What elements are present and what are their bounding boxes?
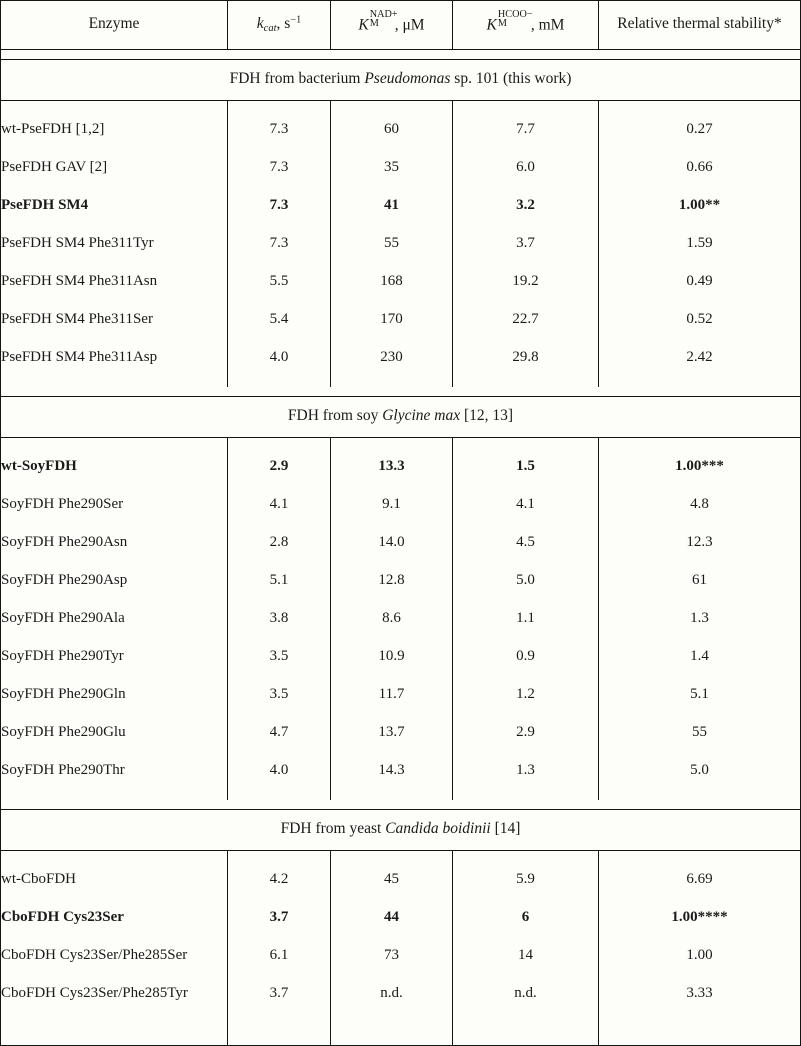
column-header-enzyme-label: Enzyme (88, 15, 140, 33)
cell-enzyme: SoyFDH Phe290Gln (1, 676, 228, 714)
table-header-row (1, 1, 801, 50)
cell-km-nad: 168 (331, 263, 453, 301)
cell-km-hcoo: 7.7 (453, 111, 599, 149)
cell-kcat: 7.3 (228, 187, 331, 225)
cell-km-nad: 73 (331, 937, 453, 975)
cell-kcat: 3.7 (228, 975, 331, 1013)
cell-kcat: 3.5 (228, 676, 331, 714)
column-header-stability (599, 1, 801, 50)
section-title-prefix: FDH from yeast (280, 820, 386, 837)
cell-km-nad: 14.0 (331, 524, 453, 562)
cell-kcat: 2.8 (228, 524, 331, 562)
km-hcoo-subscript: M (497, 17, 507, 29)
cell-km-nad: 230 (331, 339, 453, 377)
cell-enzyme: CboFDH Cys23Ser/Phe285Tyr (1, 975, 228, 1013)
cell-km-hcoo: n.d. (453, 975, 599, 1013)
section-bottom-pad-2 (1, 790, 801, 800)
column-header-km-hcoo (453, 1, 599, 50)
km-hcoo-superscript-text: HCOO (497, 9, 527, 21)
cell-stability: 3.33 (599, 975, 801, 1013)
section-title-row (1, 60, 801, 101)
table-row (1, 975, 801, 1013)
cell-enzyme: wt-SoyFDH (1, 448, 228, 486)
spacer-cell (1, 377, 228, 387)
cell-stability: 0.27 (599, 111, 801, 149)
spacer-cell (331, 790, 453, 800)
cell-km-nad: 10.9 (331, 638, 453, 676)
section-title (1, 397, 801, 438)
cell-stability: 1.4 (599, 638, 801, 676)
cell-kcat: 7.3 (228, 149, 331, 187)
section-title-row (1, 397, 801, 438)
table-row (1, 861, 801, 899)
cell-km-hcoo: 6.0 (453, 149, 599, 187)
cell-enzyme: PseFDH SM4 Phe311Asn (1, 263, 228, 301)
table-row (1, 937, 801, 975)
cell-km-hcoo: 1.3 (453, 752, 599, 790)
spacer-cell (331, 851, 453, 862)
cell-kcat: 3.8 (228, 600, 331, 638)
final-bottom-pad (1, 1013, 801, 1029)
cell-km-nad: 44 (331, 899, 453, 937)
table-row (1, 448, 801, 486)
column-header-km-nad (331, 1, 453, 50)
cell-km-hcoo: 3.7 (453, 225, 599, 263)
cell-enzyme: CboFDH Cys23Ser (1, 899, 228, 937)
kcat-exponent: −1 (290, 14, 302, 26)
cell-stability: 55 (599, 714, 801, 752)
km-nad-superscript-charge: + (391, 9, 398, 21)
cell-km-hcoo: 1.1 (453, 600, 599, 638)
km-nad-subscript: M (369, 17, 379, 29)
cell-enzyme: SoyFDH Phe290Ala (1, 600, 228, 638)
cell-enzyme: PseFDH SM4 Phe311Asp (1, 339, 228, 377)
cell-km-hcoo: 14 (453, 937, 599, 975)
cell-kcat: 4.2 (228, 861, 331, 899)
cell-enzyme: wt-PseFDH [1,2] (1, 111, 228, 149)
cell-stability: 0.52 (599, 301, 801, 339)
cell-km-hcoo: 6 (453, 899, 599, 937)
section-title-row (1, 810, 801, 851)
spacer-cell (1, 790, 228, 800)
spacer-cell (599, 377, 801, 387)
spacer-cell (453, 438, 599, 449)
cell-stability: 1.00*** (599, 448, 801, 486)
cell-enzyme: PseFDH SM4 Phe311Tyr (1, 225, 228, 263)
final-bottom-pad-2 (1, 1029, 801, 1046)
cell-stability: 12.3 (599, 524, 801, 562)
cell-km-nad: 13.7 (331, 714, 453, 752)
cell-stability: 1.3 (599, 600, 801, 638)
section-title-organism: Candida boidinii (385, 820, 491, 837)
cell-kcat: 2.9 (228, 448, 331, 486)
column-header-enzyme (1, 1, 228, 50)
spacer-cell (1, 101, 228, 112)
section-top-pad-2 (1, 851, 801, 862)
cell-km-hcoo: 2.9 (453, 714, 599, 752)
km-nad-symbol: K (358, 16, 369, 34)
cell-km-nad: 60 (331, 111, 453, 149)
cell-kcat: 4.7 (228, 714, 331, 752)
table-row (1, 899, 801, 937)
table-row (1, 714, 801, 752)
column-header-stability-label: Relative thermal stability* (617, 15, 782, 33)
cell-stability: 0.49 (599, 263, 801, 301)
spacer-cell (599, 1013, 801, 1029)
section-title (1, 810, 801, 851)
spacer-cell (228, 1029, 331, 1046)
table-row (1, 301, 801, 339)
section-gap-2 (1, 800, 801, 810)
spacer-cell (1, 50, 801, 60)
cell-km-hcoo: 19.2 (453, 263, 599, 301)
km-hcoo-units: , mM (530, 16, 565, 34)
cell-enzyme: PseFDH GAV [2] (1, 149, 228, 187)
table-row (1, 187, 801, 225)
spacer-cell (1, 387, 801, 397)
section-title-suffix: [12, 13] (460, 407, 514, 424)
cell-km-hcoo: 4.1 (453, 486, 599, 524)
spacer-cell (453, 101, 599, 112)
cell-stability: 61 (599, 562, 801, 600)
cell-km-hcoo: 5.9 (453, 861, 599, 899)
cell-kcat: 4.0 (228, 752, 331, 790)
column-header-kcat (228, 1, 331, 50)
cell-km-hcoo: 4.5 (453, 524, 599, 562)
cell-stability: 6.69 (599, 861, 801, 899)
spacer-cell (228, 1013, 331, 1029)
cell-enzyme: SoyFDH Phe290Asp (1, 562, 228, 600)
table-row (1, 111, 801, 149)
cell-km-hcoo: 1.5 (453, 448, 599, 486)
spacer-cell (331, 1013, 453, 1029)
section-title (1, 60, 801, 101)
cell-enzyme: SoyFDH Phe290Glu (1, 714, 228, 752)
spacer-cell (228, 438, 331, 449)
table-row (1, 752, 801, 790)
header-gap (1, 50, 801, 60)
cell-stability: 5.0 (599, 752, 801, 790)
spacer-cell (228, 377, 331, 387)
cell-km-hcoo: 29.8 (453, 339, 599, 377)
table-row (1, 600, 801, 638)
cell-kcat: 5.5 (228, 263, 331, 301)
cell-kcat: 7.3 (228, 225, 331, 263)
cell-enzyme: SoyFDH Phe290Asn (1, 524, 228, 562)
section-title-prefix: FDH from soy (287, 407, 383, 424)
spacer-cell (1, 1013, 228, 1029)
cell-enzyme: PseFDH SM4 (1, 187, 228, 225)
cell-kcat: 3.7 (228, 899, 331, 937)
cell-stability: 1.59 (599, 225, 801, 263)
spacer-cell (1, 1029, 228, 1046)
cell-enzyme: SoyFDH Phe290Thr (1, 752, 228, 790)
cell-enzyme: SoyFDH Phe290Ser (1, 486, 228, 524)
spacer-cell (599, 851, 801, 862)
cell-km-nad: 41 (331, 187, 453, 225)
spacer-cell (228, 790, 331, 800)
cell-kcat: 6.1 (228, 937, 331, 975)
cell-enzyme: SoyFDH Phe290Tyr (1, 638, 228, 676)
spacer-cell (1, 438, 228, 449)
kcat-subscript: cat (263, 23, 277, 35)
table-row (1, 149, 801, 187)
km-nad-units: , μM (394, 16, 425, 34)
cell-kcat: 5.1 (228, 562, 331, 600)
section-top-pad-1 (1, 438, 801, 449)
cell-enzyme: PseFDH SM4 Phe311Ser (1, 301, 228, 339)
cell-kcat: 3.5 (228, 638, 331, 676)
spacer-cell (453, 1013, 599, 1029)
cell-stability: 5.1 (599, 676, 801, 714)
section-title-organism: Glycine max (382, 407, 461, 424)
km-hcoo-superscript-charge: − (526, 9, 533, 21)
cell-km-hcoo: 22.7 (453, 301, 599, 339)
spacer-cell (331, 1029, 453, 1046)
spacer-cell (453, 851, 599, 862)
spacer-cell (599, 790, 801, 800)
spacer-cell (228, 851, 331, 862)
cell-km-nad: 11.7 (331, 676, 453, 714)
cell-km-hcoo: 5.0 (453, 562, 599, 600)
cell-km-nad: n.d. (331, 975, 453, 1013)
cell-km-nad: 45 (331, 861, 453, 899)
cell-km-nad: 55 (331, 225, 453, 263)
spacer-cell (1, 851, 228, 862)
spacer-cell (331, 101, 453, 112)
cell-kcat: 7.3 (228, 111, 331, 149)
kcat-units: , s (276, 15, 291, 33)
cell-kcat: 4.1 (228, 486, 331, 524)
cell-km-nad: 14.3 (331, 752, 453, 790)
cell-km-hcoo: 3.2 (453, 187, 599, 225)
km-hcoo-symbol: K (486, 16, 497, 34)
section-top-pad-0 (1, 101, 801, 112)
section-gap-1 (1, 387, 801, 397)
cell-stability: 1.00 (599, 937, 801, 975)
section-title-suffix: [14] (490, 820, 521, 837)
cell-stability: 4.8 (599, 486, 801, 524)
spacer-cell (453, 1029, 599, 1046)
table-row (1, 339, 801, 377)
table-row (1, 486, 801, 524)
cell-kcat: 4.0 (228, 339, 331, 377)
cell-km-nad: 170 (331, 301, 453, 339)
table-row (1, 638, 801, 676)
spacer-cell (599, 1029, 801, 1046)
table-row (1, 263, 801, 301)
table-row (1, 562, 801, 600)
cell-km-nad: 13.3 (331, 448, 453, 486)
kcat-symbol: k (256, 15, 264, 33)
cell-stability: 1.00**** (599, 899, 801, 937)
spacer-cell (453, 377, 599, 387)
cell-stability: 2.42 (599, 339, 801, 377)
spacer-cell (599, 438, 801, 449)
cell-km-hcoo: 0.9 (453, 638, 599, 676)
cell-km-nad: 35 (331, 149, 453, 187)
cell-km-nad: 9.1 (331, 486, 453, 524)
section-title-organism: Pseudomonas (364, 70, 451, 87)
cell-stability: 0.66 (599, 149, 801, 187)
km-nad-superscript-text: NAD (369, 9, 392, 21)
cell-km-nad: 12.8 (331, 562, 453, 600)
section-bottom-pad-1 (1, 377, 801, 387)
table-row (1, 524, 801, 562)
spacer-cell (331, 377, 453, 387)
cell-km-nad: 8.6 (331, 600, 453, 638)
section-title-prefix: FDH from bacterium (229, 70, 365, 87)
section-title-suffix: sp. 101 (this work) (450, 70, 572, 87)
cell-enzyme: wt-CboFDH (1, 861, 228, 899)
cell-enzyme: CboFDH Cys23Ser/Phe285Ser (1, 937, 228, 975)
spacer-cell (228, 101, 331, 112)
spacer-cell (599, 101, 801, 112)
cell-kcat: 5.4 (228, 301, 331, 339)
spacer-cell (331, 438, 453, 449)
cell-stability: 1.00** (599, 187, 801, 225)
table-row (1, 676, 801, 714)
table-row (1, 225, 801, 263)
spacer-cell (453, 790, 599, 800)
cell-km-hcoo: 1.2 (453, 676, 599, 714)
spacer-cell (1, 800, 801, 810)
